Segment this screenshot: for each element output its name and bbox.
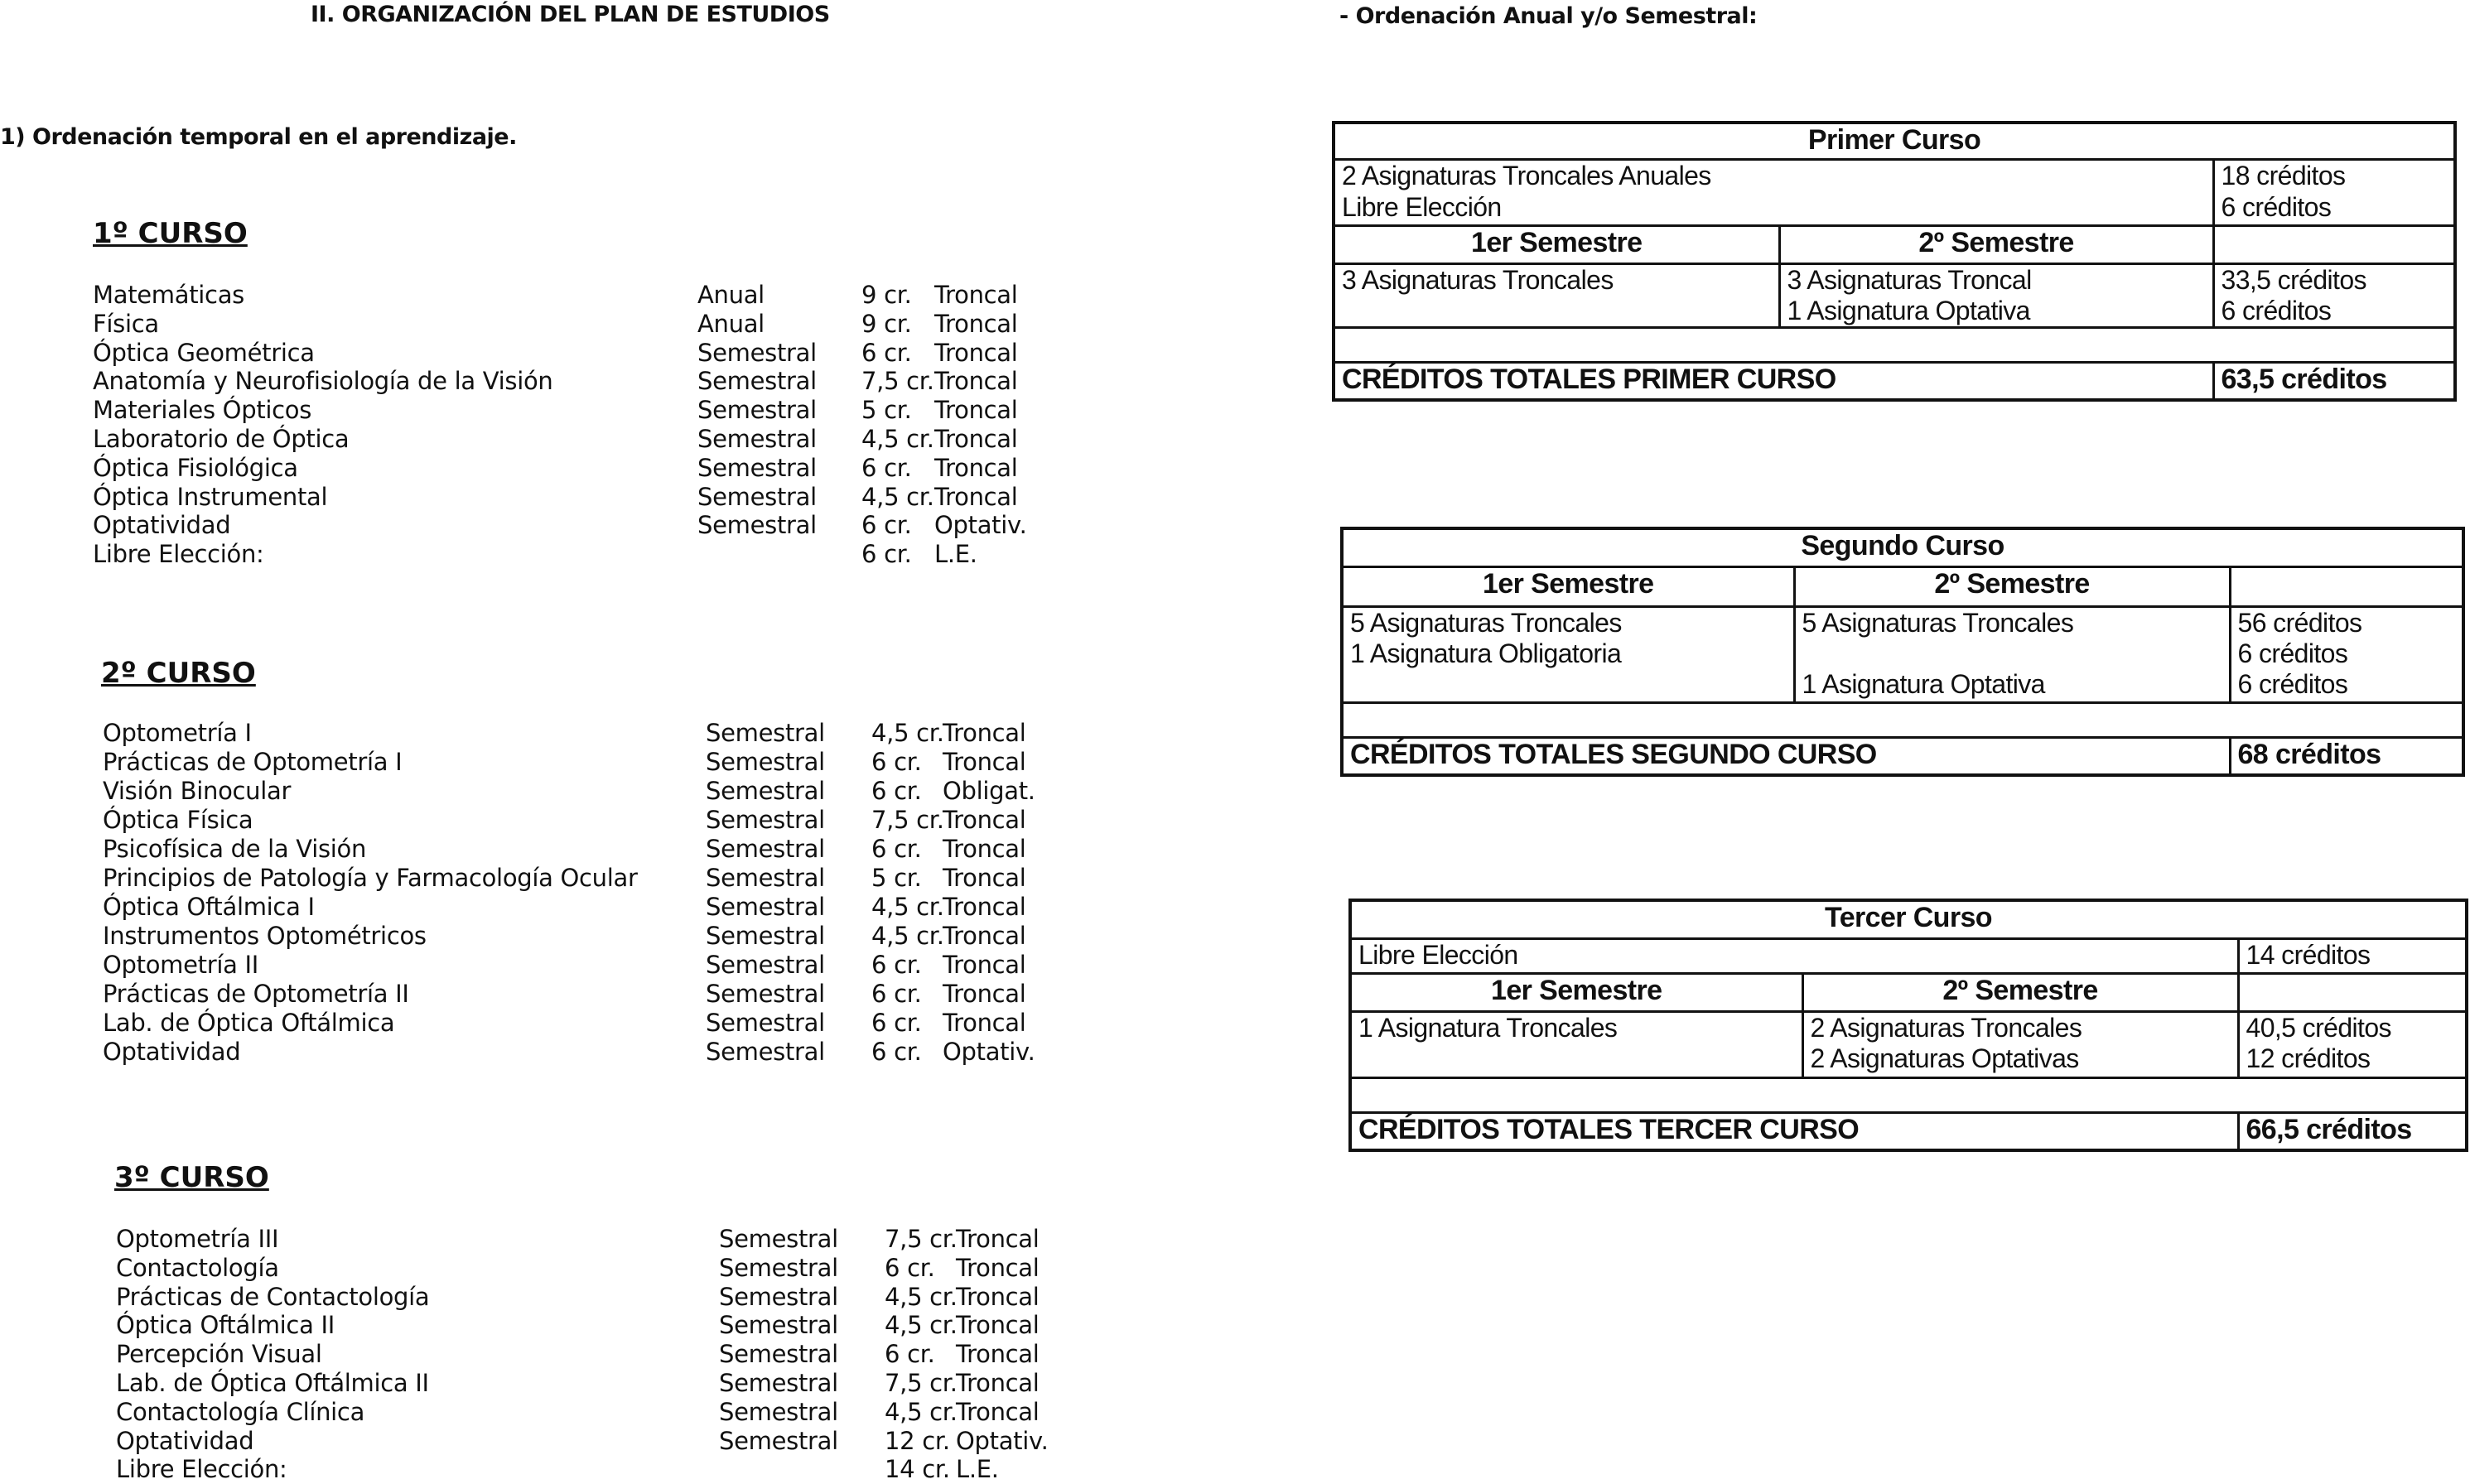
- row-credits: 18 créditos: [2213, 159, 2455, 192]
- section-heading: 1) Ordenación temporal en el aprendizaje.: [0, 124, 517, 150]
- subject-kind: Troncal: [956, 1225, 1040, 1253]
- subject-kind: Troncal: [956, 1397, 1040, 1426]
- subject-kind: Troncal: [956, 1340, 1040, 1369]
- subject-credits: 5 cr.: [871, 864, 922, 892]
- subject-name: Materiales Ópticos: [93, 396, 312, 425]
- subject-row: [93, 483, 1050, 512]
- subject-name: Lab. de Óptica Oftálmica: [103, 1009, 395, 1037]
- subject-credits: 7,5 cr.: [861, 367, 934, 396]
- subject-kind: L.E.: [956, 1455, 999, 1484]
- subject-name: Óptica Oftálmica II: [116, 1311, 335, 1340]
- subject-name: Percepción Visual: [116, 1340, 322, 1369]
- subject-kind: Optativ.: [943, 1038, 1035, 1066]
- subject-type: Semestral: [719, 1426, 838, 1455]
- subject-credits: 14 cr.: [885, 1455, 950, 1484]
- subject-credits: 4,5 cr.: [871, 893, 944, 921]
- subject-name: Óptica Física: [103, 806, 253, 834]
- subject-name: Anatomía y Neurofisiología de la Visión: [93, 367, 553, 396]
- subject-row: [116, 1283, 1072, 1312]
- subject-type: Semestral: [697, 482, 817, 511]
- subject-type: Semestral: [706, 922, 825, 950]
- semester-1-header: 1er Semestre: [1334, 225, 1779, 263]
- row-label: Libre Elección: [1334, 192, 2213, 225]
- subject-name: Libre Elección:: [116, 1455, 287, 1484]
- subject-type: Semestral: [697, 367, 817, 396]
- subject-row: [116, 1398, 1072, 1427]
- subject-row: [116, 1340, 1072, 1369]
- table-title: Segundo Curso: [1342, 528, 2463, 566]
- table-title: Primer Curso: [1334, 123, 2455, 159]
- subject-row: [103, 1038, 1059, 1067]
- subject-type: Semestral: [719, 1311, 838, 1340]
- subject-type: Semestral: [697, 425, 817, 453]
- subject-credits: 9 cr.: [861, 309, 912, 338]
- row-label: 2 Asignaturas Troncales Anuales: [1334, 159, 2213, 192]
- subject-row: [93, 339, 1050, 368]
- subject-row: [93, 540, 1050, 569]
- subject-credits: 7,5 cr.: [885, 1225, 958, 1253]
- subject-type: Semestral: [706, 1038, 825, 1066]
- subject-credits: 5 cr.: [861, 396, 912, 425]
- subject-credits: 7,5 cr.: [885, 1369, 958, 1397]
- table-title: Tercer Curso: [1350, 900, 2467, 938]
- subject-type: Semestral: [706, 980, 825, 1008]
- subject-kind: Troncal: [943, 748, 1026, 776]
- subject-type: Semestral: [706, 777, 825, 805]
- row-credits: 14 créditos: [2238, 938, 2467, 973]
- subject-row: [103, 951, 1059, 980]
- subject-row: [103, 777, 1059, 806]
- subject-name: Psicofísica de la Visión: [103, 835, 367, 863]
- subject-name: Optometría I: [103, 719, 252, 747]
- subject-row: [103, 806, 1059, 835]
- subject-credits: 6 cr.: [871, 951, 922, 979]
- subject-name: Prácticas de Contactología: [116, 1282, 430, 1311]
- total-label: CRÉDITOS TOTALES SEGUNDO CURSO: [1342, 737, 2230, 775]
- subject-name: Instrumentos Optométricos: [103, 922, 427, 950]
- subject-name: Óptica Geométrica: [93, 338, 315, 367]
- semester-2-header: 2º Semestre: [1794, 566, 2230, 606]
- subject-kind: Troncal: [943, 893, 1026, 921]
- subject-name: Prácticas de Optometría II: [103, 980, 409, 1008]
- subject-kind: Troncal: [943, 1009, 1026, 1037]
- subject-kind: Troncal: [934, 482, 1018, 511]
- semester-1-cell: 1 Asignatura Troncales: [1350, 1011, 1802, 1077]
- subject-kind: Optativ.: [934, 511, 1027, 540]
- subject-name: Óptica Oftálmica I: [103, 893, 315, 921]
- subject-name: Lab. de Óptica Oftálmica II: [116, 1369, 429, 1397]
- subject-type: Anual: [697, 281, 765, 309]
- subject-credits: 4,5 cr.: [871, 922, 944, 950]
- subject-kind: Troncal: [934, 281, 1018, 309]
- subject-credits: 12 cr.: [885, 1426, 950, 1455]
- subject-kind: L.E.: [934, 540, 977, 569]
- semester-2-header: 2º Semestre: [1802, 973, 2238, 1011]
- credits-cell: 56 créditos 6 créditos 6 créditos: [2230, 606, 2463, 702]
- subject-name: Contactología Clínica: [116, 1397, 365, 1426]
- subject-kind: Obligat.: [943, 777, 1035, 805]
- subject-credits: 6 cr.: [861, 338, 912, 367]
- subject-credits: 4,5 cr.: [885, 1311, 958, 1340]
- subject-name: Optatividad: [103, 1038, 241, 1066]
- subject-type: Semestral: [719, 1340, 838, 1369]
- subject-credits: 4,5 cr.: [885, 1282, 958, 1311]
- subject-credits: 4,5 cr.: [861, 425, 934, 453]
- total-value: 63,5 créditos: [2213, 362, 2455, 400]
- subject-kind: Troncal: [934, 396, 1018, 425]
- subject-kind: Troncal: [956, 1311, 1040, 1340]
- curso-3-title: 3º CURSO: [114, 1161, 269, 1194]
- subject-type: Semestral: [697, 338, 817, 367]
- subject-name: Principios de Patología y Farmacología Ocular: [103, 864, 638, 892]
- subject-kind: Troncal: [956, 1253, 1040, 1282]
- subject-type: Semestral: [697, 511, 817, 540]
- subject-name: Óptica Instrumental: [93, 482, 328, 511]
- subject-credits: 7,5 cr.: [871, 806, 944, 834]
- subject-kind: Optativ.: [956, 1426, 1049, 1455]
- subject-kind: Troncal: [943, 864, 1026, 892]
- subject-type: Semestral: [697, 396, 817, 425]
- subject-row: [103, 719, 1059, 748]
- subject-credits: 4,5 cr.: [871, 719, 944, 747]
- subject-name: Optometría II: [103, 951, 258, 979]
- subject-credits: 6 cr.: [885, 1253, 935, 1282]
- curso-2-title: 2º CURSO: [101, 657, 256, 690]
- total-value: 68 créditos: [2230, 737, 2463, 775]
- subject-type: Semestral: [719, 1225, 838, 1253]
- page-title: II. ORGANIZACIÓN DEL PLAN DE ESTUDIOS: [311, 2, 830, 27]
- subject-row: [103, 1009, 1059, 1038]
- total-label: CRÉDITOS TOTALES PRIMER CURSO: [1334, 362, 2213, 400]
- subject-name: Prácticas de Optometría I: [103, 748, 403, 776]
- semester-2-cell: 3 Asignaturas Troncal 1 Asignatura Optativa: [1779, 263, 2213, 327]
- semester-1-header: 1er Semestre: [1350, 973, 1802, 1011]
- semester-2-cell: 2 Asignaturas Troncales 2 Asignaturas Optativas: [1802, 1011, 2238, 1077]
- semester-2-header: 2º Semestre: [1779, 225, 2213, 263]
- subject-kind: Troncal: [934, 338, 1018, 367]
- subject-name: Contactología: [116, 1253, 279, 1282]
- subject-kind: Troncal: [943, 806, 1026, 834]
- subject-type: Semestral: [706, 864, 825, 892]
- total-value: 66,5 créditos: [2238, 1112, 2467, 1150]
- subject-kind: Troncal: [934, 453, 1018, 482]
- credits-cell: 40,5 créditos 12 créditos: [2238, 1011, 2467, 1077]
- subject-row: [93, 281, 1050, 310]
- total-label: CRÉDITOS TOTALES TERCER CURSO: [1350, 1112, 2238, 1150]
- subject-credits: 6 cr.: [871, 835, 922, 863]
- subject-kind: Troncal: [934, 367, 1018, 396]
- subject-type: Semestral: [706, 806, 825, 834]
- subject-credits: 6 cr.: [871, 748, 922, 776]
- subject-kind: Troncal: [943, 922, 1026, 950]
- semester-1-header: 1er Semestre: [1342, 566, 1794, 606]
- subject-row: [93, 396, 1050, 425]
- subject-type: Semestral: [706, 893, 825, 921]
- row-label: Libre Elección: [1350, 938, 2238, 973]
- subject-row: [103, 922, 1059, 951]
- subject-type: Semestral: [719, 1369, 838, 1397]
- subject-credits: 6 cr.: [871, 1038, 922, 1066]
- subject-row: [93, 425, 1050, 454]
- subject-name: Optatividad: [93, 511, 231, 540]
- table-primer-curso: [1332, 121, 2457, 402]
- subject-name: Matemáticas: [93, 281, 244, 309]
- subject-type: Semestral: [706, 835, 825, 863]
- subject-row: [93, 454, 1050, 483]
- subject-kind: Troncal: [956, 1282, 1040, 1311]
- subject-type: Semestral: [706, 748, 825, 776]
- right-heading: - Ordenación Anual y/o Semestral:: [1339, 3, 1758, 29]
- subject-row: [116, 1225, 1072, 1254]
- subject-row: [93, 367, 1050, 396]
- subject-row: [103, 835, 1059, 864]
- semester-2-cell: 5 Asignaturas Troncales 1 Asignatura Optativa: [1794, 606, 2230, 702]
- subject-credits: 9 cr.: [861, 281, 912, 309]
- subject-name: Libre Elección:: [93, 540, 264, 569]
- subject-kind: Troncal: [943, 835, 1026, 863]
- row-credits: 6 créditos: [2213, 192, 2455, 225]
- subject-name: Laboratorio de Óptica: [93, 425, 350, 453]
- subject-row: [103, 893, 1059, 922]
- subject-row: [116, 1455, 1072, 1484]
- subject-row: [116, 1427, 1072, 1456]
- subject-name: Optometría III: [116, 1225, 279, 1253]
- table-tercer-curso: [1348, 899, 2468, 1152]
- semester-1-cell: 5 Asignaturas Troncales 1 Asignatura Obligatoria: [1342, 606, 1794, 702]
- subject-row: [116, 1254, 1072, 1283]
- subject-type: Semestral: [706, 951, 825, 979]
- subject-type: Semestral: [719, 1397, 838, 1426]
- subject-credits: 6 cr.: [871, 980, 922, 1008]
- subject-credits: 6 cr.: [861, 453, 912, 482]
- subject-name: Física: [93, 309, 159, 338]
- subject-credits: 6 cr.: [861, 511, 912, 540]
- subject-kind: Troncal: [943, 951, 1026, 979]
- subject-row: [103, 980, 1059, 1009]
- subject-name: Visión Binocular: [103, 777, 292, 805]
- subject-row: [93, 511, 1050, 540]
- subject-name: Optatividad: [116, 1426, 254, 1455]
- subject-type: Semestral: [706, 719, 825, 747]
- subject-credits: 4,5 cr.: [861, 482, 934, 511]
- table-segundo-curso: [1340, 527, 2465, 777]
- semester-1-cell: 3 Asignaturas Troncales: [1334, 263, 1779, 327]
- subject-credits: 6 cr.: [885, 1340, 935, 1369]
- subject-credits: 4,5 cr.: [885, 1397, 958, 1426]
- subject-credits: 6 cr.: [861, 540, 912, 569]
- subject-row: [103, 748, 1059, 777]
- subject-row: [93, 310, 1050, 339]
- subject-credits: 6 cr.: [871, 777, 922, 805]
- subject-credits: 6 cr.: [871, 1009, 922, 1037]
- subject-kind: Troncal: [934, 309, 1018, 338]
- subject-kind: Troncal: [943, 719, 1026, 747]
- subject-name: Óptica Fisiológica: [93, 453, 298, 482]
- subject-row: [116, 1311, 1072, 1340]
- credits-cell: 33,5 créditos 6 créditos: [2213, 263, 2455, 327]
- subject-kind: Troncal: [956, 1369, 1040, 1397]
- subject-type: Semestral: [719, 1253, 838, 1282]
- subject-type: Anual: [697, 309, 765, 338]
- subject-kind: Troncal: [934, 425, 1018, 453]
- subject-row: [116, 1369, 1072, 1398]
- subject-kind: Troncal: [943, 980, 1026, 1008]
- subject-type: Semestral: [697, 453, 817, 482]
- subject-row: [103, 864, 1059, 893]
- curso-1-title: 1º CURSO: [93, 217, 248, 250]
- subject-type: Semestral: [719, 1282, 838, 1311]
- subject-type: Semestral: [706, 1009, 825, 1037]
